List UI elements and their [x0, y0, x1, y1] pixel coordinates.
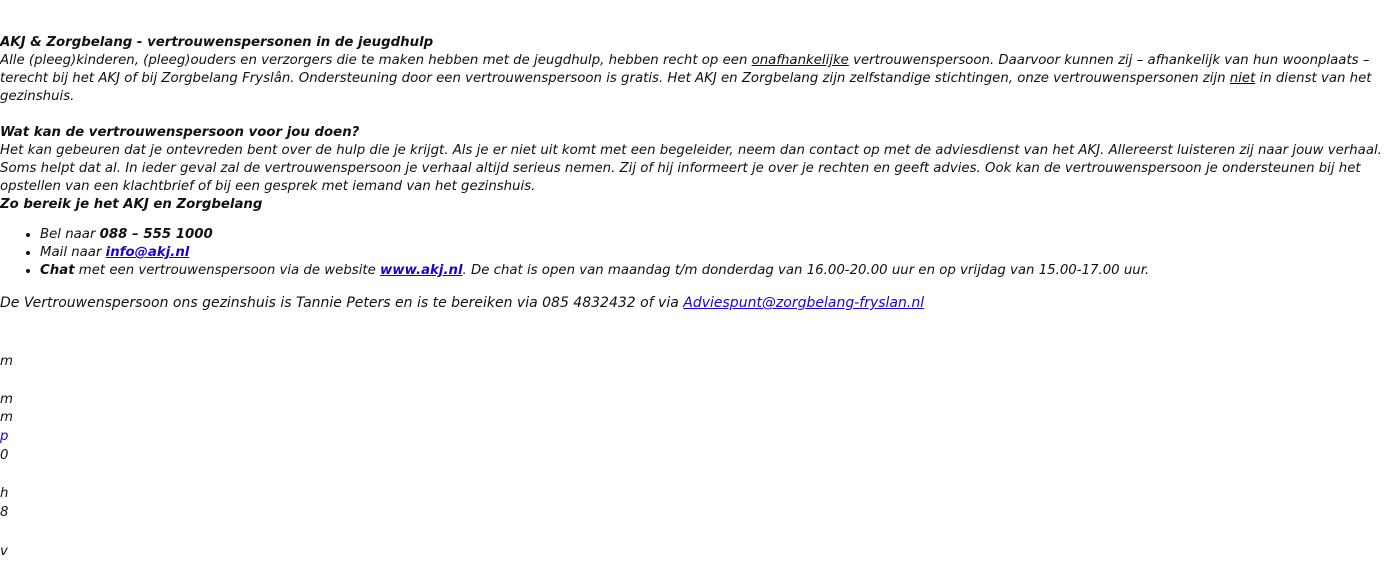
section-title-wat-kan: Wat kan de vertrouwenspersoon voor jou doen? — [0, 125, 360, 140]
bel-prefix: Bel naar — [40, 227, 100, 242]
spacer — [0, 106, 1380, 124]
section-title-zo-bereik: Zo bereik je het AKJ en Zorgbelang — [0, 197, 263, 212]
intro-paragraph — [0, 52, 1380, 106]
list-item-mail — [40, 244, 1380, 262]
clipped-fragment: v — [0, 544, 8, 559]
page-content — [0, 34, 1380, 312]
intro-text-b: vertrouwenspersoon. Daarvoor kunnen zij – afhankelijk van hun woonplaats – terecht bij het AKJ of bij Zorgbelang Fryslân. Ondersteuning door een vertrouwenspersoon is gratis. Het AKJ en Zorgbelang zijn zelfstandige stichtingen, onze vertrouwenspersonen zijn — [0, 53, 1370, 86]
mail-prefix: Mail naar — [40, 245, 106, 260]
clipped-fragment: m — [0, 392, 13, 407]
adviespunt-email-link[interactable]: Adviespunt@zorgbelang-fryslan.nl — [683, 295, 925, 311]
intro-text-c: in dienst van het gezinshuis. — [0, 71, 1372, 104]
email-link[interactable]: info@akj.nl — [105, 245, 190, 260]
chat-label: Chat — [40, 263, 75, 278]
section-title-akj: AKJ & Zorgbelang - vertrouwenspersonen in de jeugdhulp — [0, 35, 434, 50]
intro-underline-onafhankelijke: onafhankelijke — [751, 53, 849, 68]
final-text: De Vertrouwenspersoon ons gezinshuis is Tannie Peters en is te bereiken via 085 4832432 of via — [0, 295, 684, 311]
list-item-chat — [40, 262, 1380, 280]
website-link[interactable]: www.akj.nl — [380, 263, 463, 278]
clipped-fragment: 8 — [0, 505, 9, 520]
chat-text: met een vertrouwenspersoon via de website — [74, 263, 381, 278]
vertrouwenspersoon-paragraph — [0, 294, 1380, 312]
clipped-fragment: m — [0, 410, 13, 425]
wat-kan-paragraph: Het kan gebeuren dat je ontevreden bent over de hulp die je krijgt. Als je er niet uit komt met een begeleider, neem dan contact op met de adviesdienst van het AKJ. Allereerst luisteren zij naar jouw verhaal. Soms helpt dat al. In ieder geval zal de vertrouwenspersoon je verhaal altijd serieus nemen. Zij of hij informeert je over je rechten en geeft advies. Ook kan de vertrouwenspersoon je ondersteunen bij het opstellen van een klachtbrief of bij een gesprek met iemand van het gezinshuis. — [0, 143, 1382, 194]
list-item-bel — [40, 226, 1380, 244]
intro-text-a: Alle (pleeg)kinderen, (pleeg)ouders en verzorgers die te maken hebben met de jeugdhulp, hebben recht op een — [0, 53, 752, 68]
clipped-fragment: h — [0, 486, 9, 501]
phone-number: 088 – 555 1000 — [99, 227, 213, 242]
clipped-fragment: 0 — [0, 448, 9, 463]
intro-underline-niet: niet — [1229, 71, 1256, 86]
clipped-link-fragment[interactable]: p — [0, 429, 9, 444]
clipped-fragment: m — [0, 354, 13, 369]
contact-list — [0, 226, 1380, 280]
chat-hours: . De chat is open van maandag t/m donderdag van 16.00-20.00 uur en op vrijdag van 15.00-17.00 uur. — [462, 263, 1150, 278]
